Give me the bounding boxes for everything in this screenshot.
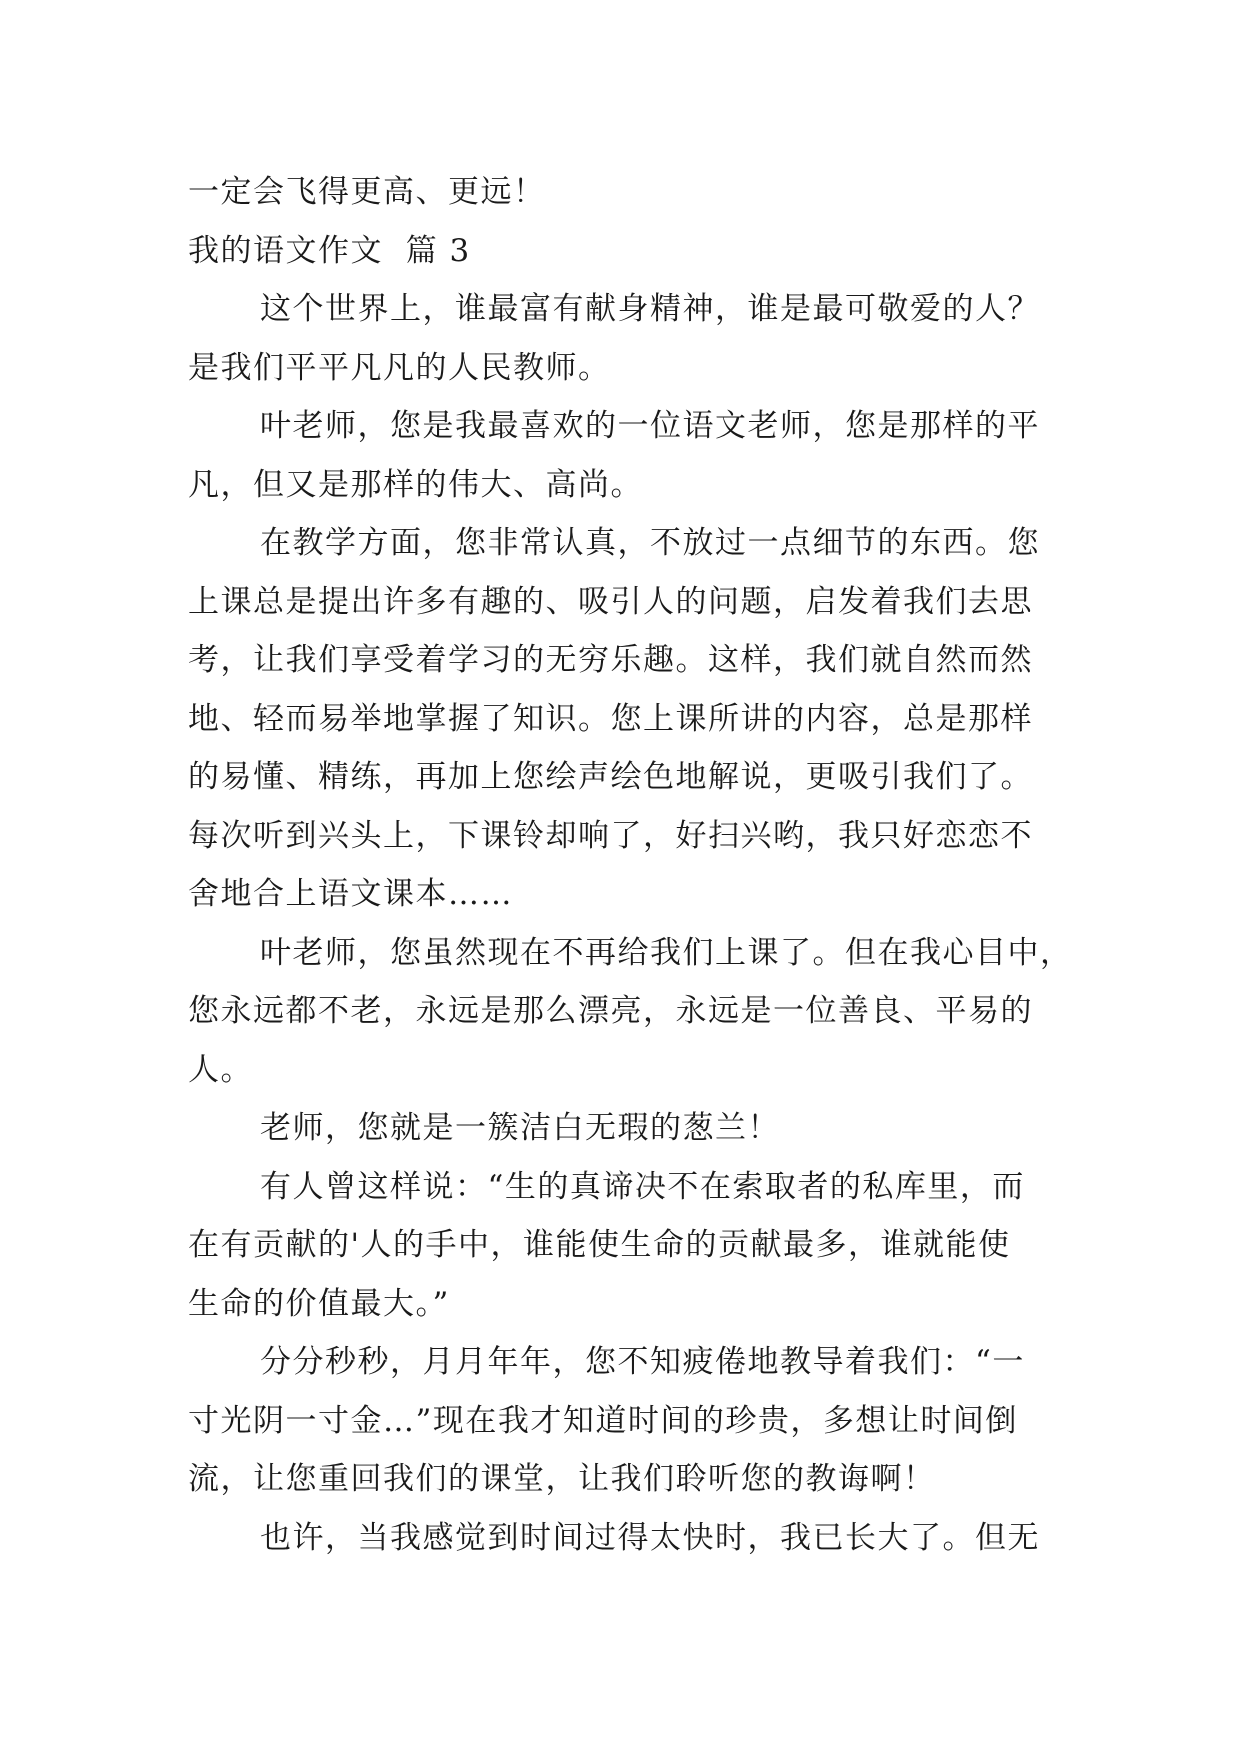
text-line: 考，让我们享受着学习的无穷乐趣。这样，我们就自然而然 [188, 642, 1033, 678]
text-line: 老师，您就是一簇洁白无瑕的葱兰！ [260, 1110, 780, 1146]
text-line: 凡，但又是那样的伟大、高尚。 [188, 466, 643, 503]
text-line: 舍地合上语文课本…… [188, 876, 513, 912]
text-line: 寸光阴一寸金…”现在我才知道时间的珍贵，多想让时间倒 [188, 1402, 1018, 1439]
text-line: 生命的价值最大。” [188, 1285, 450, 1322]
essay-text [188, 163, 1073, 1567]
text-line: 在有贡献的'人的手中，谁能使生命的贡献最多，谁就能使 [188, 1227, 1011, 1263]
text-line: 叶老师，您是我最喜欢的一位语文老师，您是那样的平 [260, 408, 1040, 444]
text-line: 叶老师，您虽然现在不再给我们上课了。但在我心目中， [260, 934, 1073, 971]
text-line: 是我们平平凡凡的人民教师。 [188, 349, 611, 386]
text-line: 分分秒秒，月月年年，您不知疲倦地教导着我们：“一 [260, 1344, 1025, 1380]
text-line: 有人曾这样说：“生的真谛决不在索取者的私库里，而 [260, 1168, 1025, 1205]
text-line: 每次听到兴头上，下课铃却响了，好扫兴哟，我只好恋恋不 [188, 817, 1033, 854]
text-line: 流，让您重回我们的课堂，让我们聆听您的教诲啊！ [188, 1461, 936, 1497]
text-line: 地、轻而易举地掌握了知识。您上课所讲的内容，总是那样 [188, 700, 1033, 737]
text-line: 人。 [188, 1051, 253, 1088]
text-line: 在教学方面，您非常认真，不放过一点细节的东西。您 [260, 525, 1040, 561]
text-line: 您永远都不老，永远是那么漂亮，永远是一位善良、平易的 [188, 993, 1033, 1029]
text-line: 一定会飞得更高、更远！ [188, 174, 546, 210]
text-line: 的易懂、精练，再加上您绘声绘色地解说，更吸引我们了。 [188, 759, 1033, 795]
text-line: 上课总是提出许多有趣的、吸引人的问题，启发着我们去思 [188, 583, 1033, 620]
text-line: 这个世界上，谁最富有献身精神，谁是最可敬爱的人？ [260, 291, 1040, 327]
text-line: 也许，当我感觉到时间过得太快时，我已长大了。但无 [260, 1519, 1040, 1556]
section-heading: 我的语文作文 篇 3 [188, 232, 471, 269]
